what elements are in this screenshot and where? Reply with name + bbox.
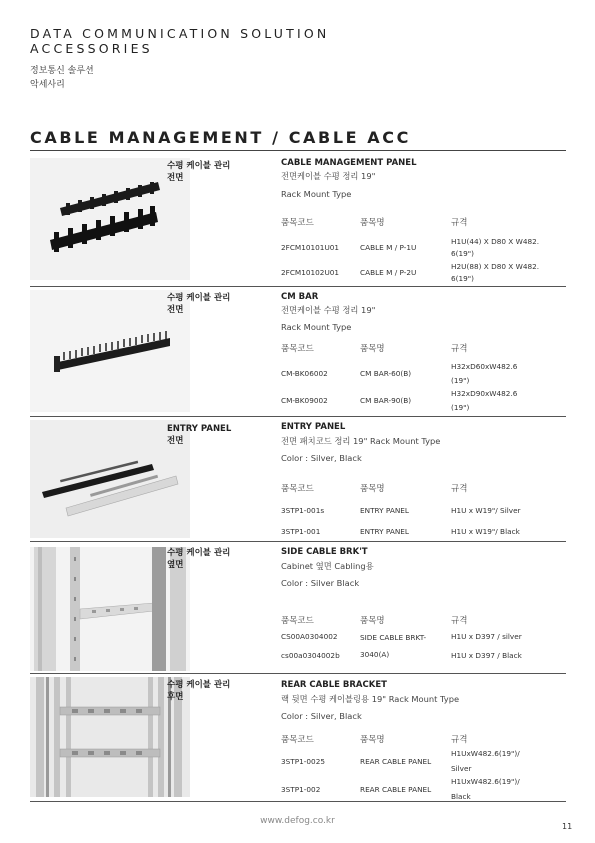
th-spec: 규격	[451, 616, 468, 626]
section-divider	[30, 286, 566, 287]
product-category	[167, 423, 267, 447]
product-desc-1: 전면 패치코드 정리 19" Rack Mount Type	[281, 436, 441, 446]
category-line: 수평 케이블 관리	[167, 548, 231, 558]
cell-name: CABLE M / P-1U	[360, 243, 417, 252]
cell-spec: H1U x W19"/ Black	[451, 527, 520, 536]
th-name: 품목명	[360, 218, 385, 228]
spec-line: H1UxW482.6(19")/	[451, 777, 520, 786]
category-line: 전면	[167, 305, 184, 315]
page-number: 11	[562, 822, 573, 831]
cell-name: ENTRY PANEL	[360, 527, 409, 536]
product-photo-side-cable-brkt	[30, 547, 190, 671]
product-photo-cable-management-panel	[30, 158, 190, 280]
product-desc-2: Color : Silver, Black	[281, 453, 362, 463]
category-line: 전면	[167, 173, 184, 183]
spec-line: (19")	[451, 376, 470, 385]
category-line: 옆면	[167, 560, 184, 570]
cell-spec	[451, 360, 541, 388]
th-spec: 규격	[451, 484, 468, 494]
product-desc-2: Rack Mount Type	[281, 189, 352, 199]
spec-line: 6(19")	[451, 273, 474, 283]
cell-code: 2FCM10102U01	[281, 268, 340, 277]
cell-code: 2FCM10101U01	[281, 243, 340, 252]
th-spec: 규격	[451, 344, 468, 354]
cell-code: cs00a0304002b	[281, 651, 340, 660]
th-code: 품목코드	[281, 484, 314, 494]
spec-line: H1U(44) X D80 X W482.	[451, 237, 540, 246]
category-line: 수평 케이블 관리	[167, 161, 231, 171]
cell-spec	[451, 746, 541, 776]
product-desc-1: 전면케이블 수평 정리 19"	[281, 171, 376, 181]
product-name: CM BAR	[281, 292, 319, 302]
spec-line: Black	[451, 792, 471, 801]
th-code: 품목코드	[281, 616, 314, 626]
cell-spec	[451, 387, 541, 415]
cell-name: ENTRY PANEL	[360, 506, 409, 515]
header-line-1: DATA COMMUNICATION SOLUTION	[30, 26, 330, 41]
section-divider	[30, 801, 566, 802]
cell-code: CM-BK06002	[281, 369, 328, 378]
product-category	[167, 160, 267, 184]
product-name: ENTRY PANEL	[281, 422, 346, 432]
product-category	[167, 547, 267, 571]
header-korean-2: 악세사리	[30, 80, 65, 90]
th-name: 품목명	[360, 616, 385, 626]
cell-name: REAR CABLE PANEL	[360, 785, 432, 794]
spec-line: Silver	[451, 764, 472, 773]
header-korean-1: 정보통신 솔루션	[30, 66, 94, 76]
th-code: 품목코드	[281, 344, 314, 354]
cell-spec: H1U x W19"/ Silver	[451, 506, 521, 515]
cell-spec: H1U x D397 / Black	[451, 651, 522, 660]
product-desc-1: Cabinet 옆면 Cabling용	[281, 561, 374, 571]
cell-code: 3STP1-0025	[281, 757, 325, 766]
spec-line: H2U(88) X D80 X W482.	[451, 262, 540, 271]
header-korean	[30, 64, 94, 92]
section-divider	[30, 541, 566, 542]
spec-line: H32xD90xW482.6	[451, 389, 518, 398]
spec-line: (19")	[451, 403, 470, 412]
spec-line: H32xD60xW482.6	[451, 362, 518, 371]
category-line: 수평 케이블 관리	[167, 680, 231, 690]
cell-code: 3STP1-001	[281, 527, 321, 536]
th-name: 품목명	[360, 484, 385, 494]
product-photo-entry-panel	[30, 420, 190, 538]
cell-spec: H1U x D397 / silver	[451, 632, 522, 641]
th-code: 품목코드	[281, 218, 314, 228]
product-desc-1: 랙 뒷면 수평 케이블링용 19" Rack Mount Type	[281, 694, 460, 704]
category-line: ENTRY PANEL	[167, 424, 232, 434]
th-spec: 규격	[451, 735, 468, 745]
category-line: 후면	[167, 692, 184, 702]
category-line: 수평 케이블 관리	[167, 293, 231, 303]
cell-code: 3STP1-002	[281, 785, 321, 794]
section-title: CABLE MANAGEMENT / CABLE ACC	[30, 128, 411, 147]
product-photo-cm-bar	[30, 290, 190, 412]
spec-line: H1UxW482.6(19")/	[451, 749, 520, 758]
section-title-divider	[30, 150, 566, 151]
cell-name: SIDE CABLE BRKT-	[360, 633, 427, 642]
th-code: 품목코드	[281, 735, 314, 745]
product-name: REAR CABLE BRACKET	[281, 680, 387, 690]
cell-name: CABLE M / P-2U	[360, 268, 417, 277]
product-name: CABLE MANAGEMENT PANEL	[281, 158, 417, 168]
th-name: 품목명	[360, 735, 385, 745]
product-desc-2: Color : Silver Black	[281, 578, 360, 588]
product-name: SIDE CABLE BRK'T	[281, 547, 368, 557]
cell-spec	[451, 774, 541, 804]
product-photo-rear-cable-bracket	[30, 677, 190, 797]
cell-spec	[451, 261, 541, 284]
header-line-2: ACCESSORIES	[30, 41, 153, 56]
cell-code: CS00A0304002	[281, 632, 338, 641]
section-divider	[30, 416, 566, 417]
th-spec: 규격	[451, 218, 468, 228]
product-desc-2: Color : Silver, Black	[281, 711, 362, 721]
product-desc-1: 전면케이블 수평 정리 19"	[281, 305, 376, 315]
product-category	[167, 679, 267, 703]
product-category	[167, 292, 267, 316]
th-name: 품목명	[360, 344, 385, 354]
cell-code: CM-BK09002	[281, 396, 328, 405]
footer-url[interactable]: www.defog.co.kr	[260, 816, 335, 826]
header-title	[30, 26, 329, 56]
spec-line: 6(19")	[451, 248, 474, 258]
cell-name: REAR CABLE PANEL	[360, 757, 432, 766]
product-desc-2: Rack Mount Type	[281, 322, 352, 332]
cell-name: 3040(A)	[360, 650, 390, 659]
cell-name: CM BAR-60(B)	[360, 369, 412, 378]
section-divider	[30, 673, 566, 674]
cell-code: 3STP1-001s	[281, 506, 325, 515]
category-line: 전면	[167, 436, 184, 446]
cell-spec	[451, 236, 541, 259]
cell-name: CM BAR-90(B)	[360, 396, 412, 405]
